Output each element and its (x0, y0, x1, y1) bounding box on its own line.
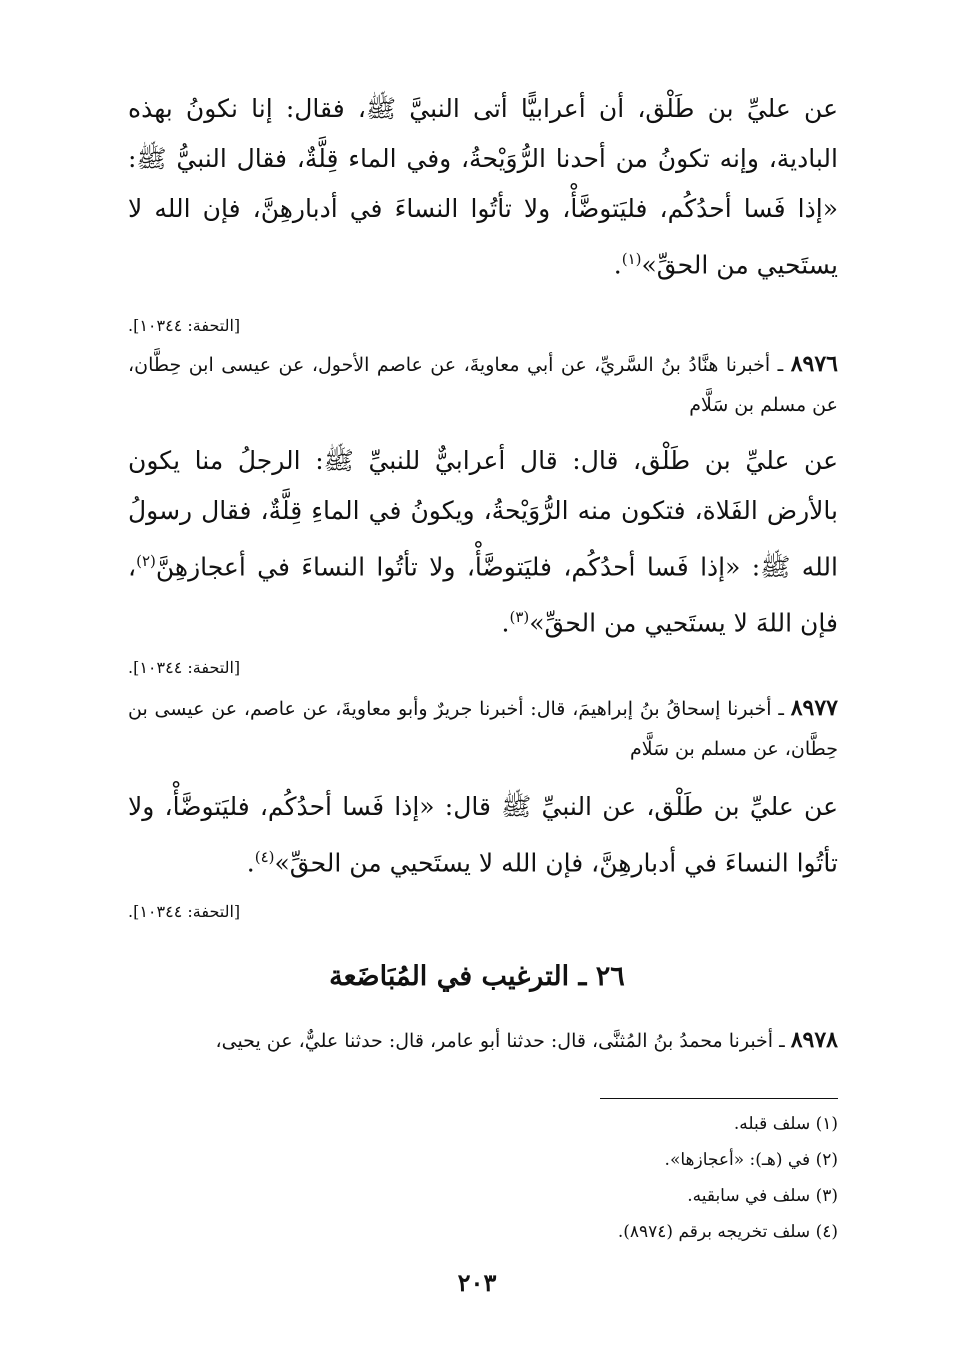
hadith-number: ٨٩٧٨ (790, 1027, 838, 1053)
footnote-4: (٤) سلف تخريجه برقم (٨٩٧٤). (617, 1222, 838, 1242)
hadith-text-paragraph-2: عن عليِّ بن طَلْق، قال: قال أعرابيٌّ للنبيِّ ﷺ: الرجلُ منا يكون بالأرض الفَلاة، فتكون منه الرُّوَيْحةُ، ويكونُ في الماءِ قِلَّةٌ، فقال رسولُ الله ﷺ: «إذا فَسا أحدُكُم، فليَتوضَّأْ، ولا تأتُوا النساءَ في أعجازهِنَّ$^{(٢)}$، فإن اللهَ لا يستَحيي من الحقِّ»$^{(٣)}$. (128, 446, 838, 638)
hadith-text-paragraph-3: عن عليِّ بن طَلْق، عن النبيِّ ﷺ قال: «إذا فَسا أحدُكُم، فليَتوضَّأْ، ولا تأتُوا النساءَ في أدبارهِنَّ، فإن الله لا يستَحيي من الحقِّ»$^{(٤)}$. (128, 792, 838, 878)
isnad-text: ـ أخبرنا هنَّادُ بنُ السَّريِّ، عن أبي معاويةَ، عن عاصم الأحول، عن عيسى ابن حِطَّان، عن مسلم بن سَلَّام (128, 354, 838, 416)
isnad-text: ـ أخبرنا إسحاقُ بنُ إبراهيمَ، قال: أخبرنا جريرٌ وأبو معاويةَ، عن عاصم، عن عيسى بن حِطَّان، عن مسلم بن سَلَّام (128, 698, 838, 760)
chapter-title: ٢٦ ـ الترغيب في المُبَاضَعة (329, 961, 625, 992)
footnote-separator (600, 1098, 838, 1099)
footnote-marker: (٢) (136, 552, 156, 570)
hadith-text: عن عليِّ بن طَلْق، عن النبيِّ ﷺ قال: «إذا فَسا أحدُكُم، فليَتوضَّأْ، ولا تأتُوا النساءَ في أدبارهِنَّ، فإن الله لا يستَحيي من الحقِّ» (128, 792, 838, 878)
reference-text: [التحفة: ١٠٣٤٤]. (128, 316, 241, 335)
hadith-number: ٨٩٧٦ (790, 351, 838, 377)
hadith-8978-isnad (128, 1020, 838, 1061)
tuhfa-reference-2 (128, 656, 838, 680)
tuhfa-reference-1 (128, 314, 838, 338)
hadith-text: عن عليِّ بن طَلْق، أن أعرابيًّا أتى النبيَّ ﷺ، فقال: إنا نكونُ بهذه البادية، وإنه تكونُ من أحدنا الرُّوَيْحةُ، وفي الماء قِلَّةٌ، فقال النبيُّ ﷺ: «إذا فَسا أحدُكُم، فليَتوضَّأْ، ولا تأتُوا النساءَ في أدبارهِنَّ، فإن الله لا يستَحيي من الحقِّ» (128, 94, 838, 280)
footnote-3: (٣) سلف في سابقيه. (687, 1186, 838, 1206)
reference-text: [التحفة: ١٠٣٤٤]. (128, 658, 241, 677)
tuhfa-reference-3 (128, 900, 838, 924)
footnote-2: (٢) في (هـ): «أعجازها». (664, 1150, 838, 1170)
hadith-8977-isnad (128, 688, 838, 769)
reference-text: [التحفة: ١٠٣٤٤]. (128, 902, 241, 921)
hadith-8976-isnad (128, 344, 838, 425)
hadith-text: عن عليِّ بن طَلْق، قال: قال أعرابيٌّ للنبيِّ ﷺ: الرجلُ منا يكون بالأرض الفَلاة، فتكون منه الرُّوَيْحةُ، ويكونُ في الماءِ قِلَّةٌ، فقال رسولُ الله ﷺ: «إذا فَسا أحدُكُم، فليَتوضَّأْ، ولا تأتُوا النساءَ في أعجازهِنَّ (128, 446, 838, 582)
footnote-1: (١) سلف قبله. (733, 1114, 838, 1134)
hadith-text-paragraph-1: عن عليِّ بن طَلْق، أن أعرابيًّا أتى النبيَّ ﷺ، فقال: إنا نكونُ بهذه البادية، وإنه تكونُ من أحدنا الرُّوَيْحةُ، وفي الماء قِلَّةٌ، فقال النبيُّ ﷺ: «إذا فَسا أحدُكُم، فليَتوضَّأْ، ولا تأتُوا النساءَ في أدبارهِنَّ، فإن الله لا يستَحيي من الحقِّ»$^{(١)}$. (128, 94, 838, 280)
page-number: ٢٠٣ (457, 1268, 497, 1297)
hadith-number: ٨٩٧٧ (790, 695, 838, 721)
footnote-marker: (٤) (254, 848, 275, 866)
footnotes (358, 1106, 838, 1250)
footnote-marker: (١) (621, 250, 642, 268)
footnote-marker: (٣) (509, 608, 530, 627)
hadith-text-continued: ، فإن اللهَ لا يستَحيي من الحقِّ» (128, 552, 838, 638)
isnad-text: ـ أخبرنا محمدُ بنُ المُثنَّى، قال: حدثنا أبو عامر، قال: حدثنا عليٌّ، عن يحيى، (215, 1030, 785, 1052)
